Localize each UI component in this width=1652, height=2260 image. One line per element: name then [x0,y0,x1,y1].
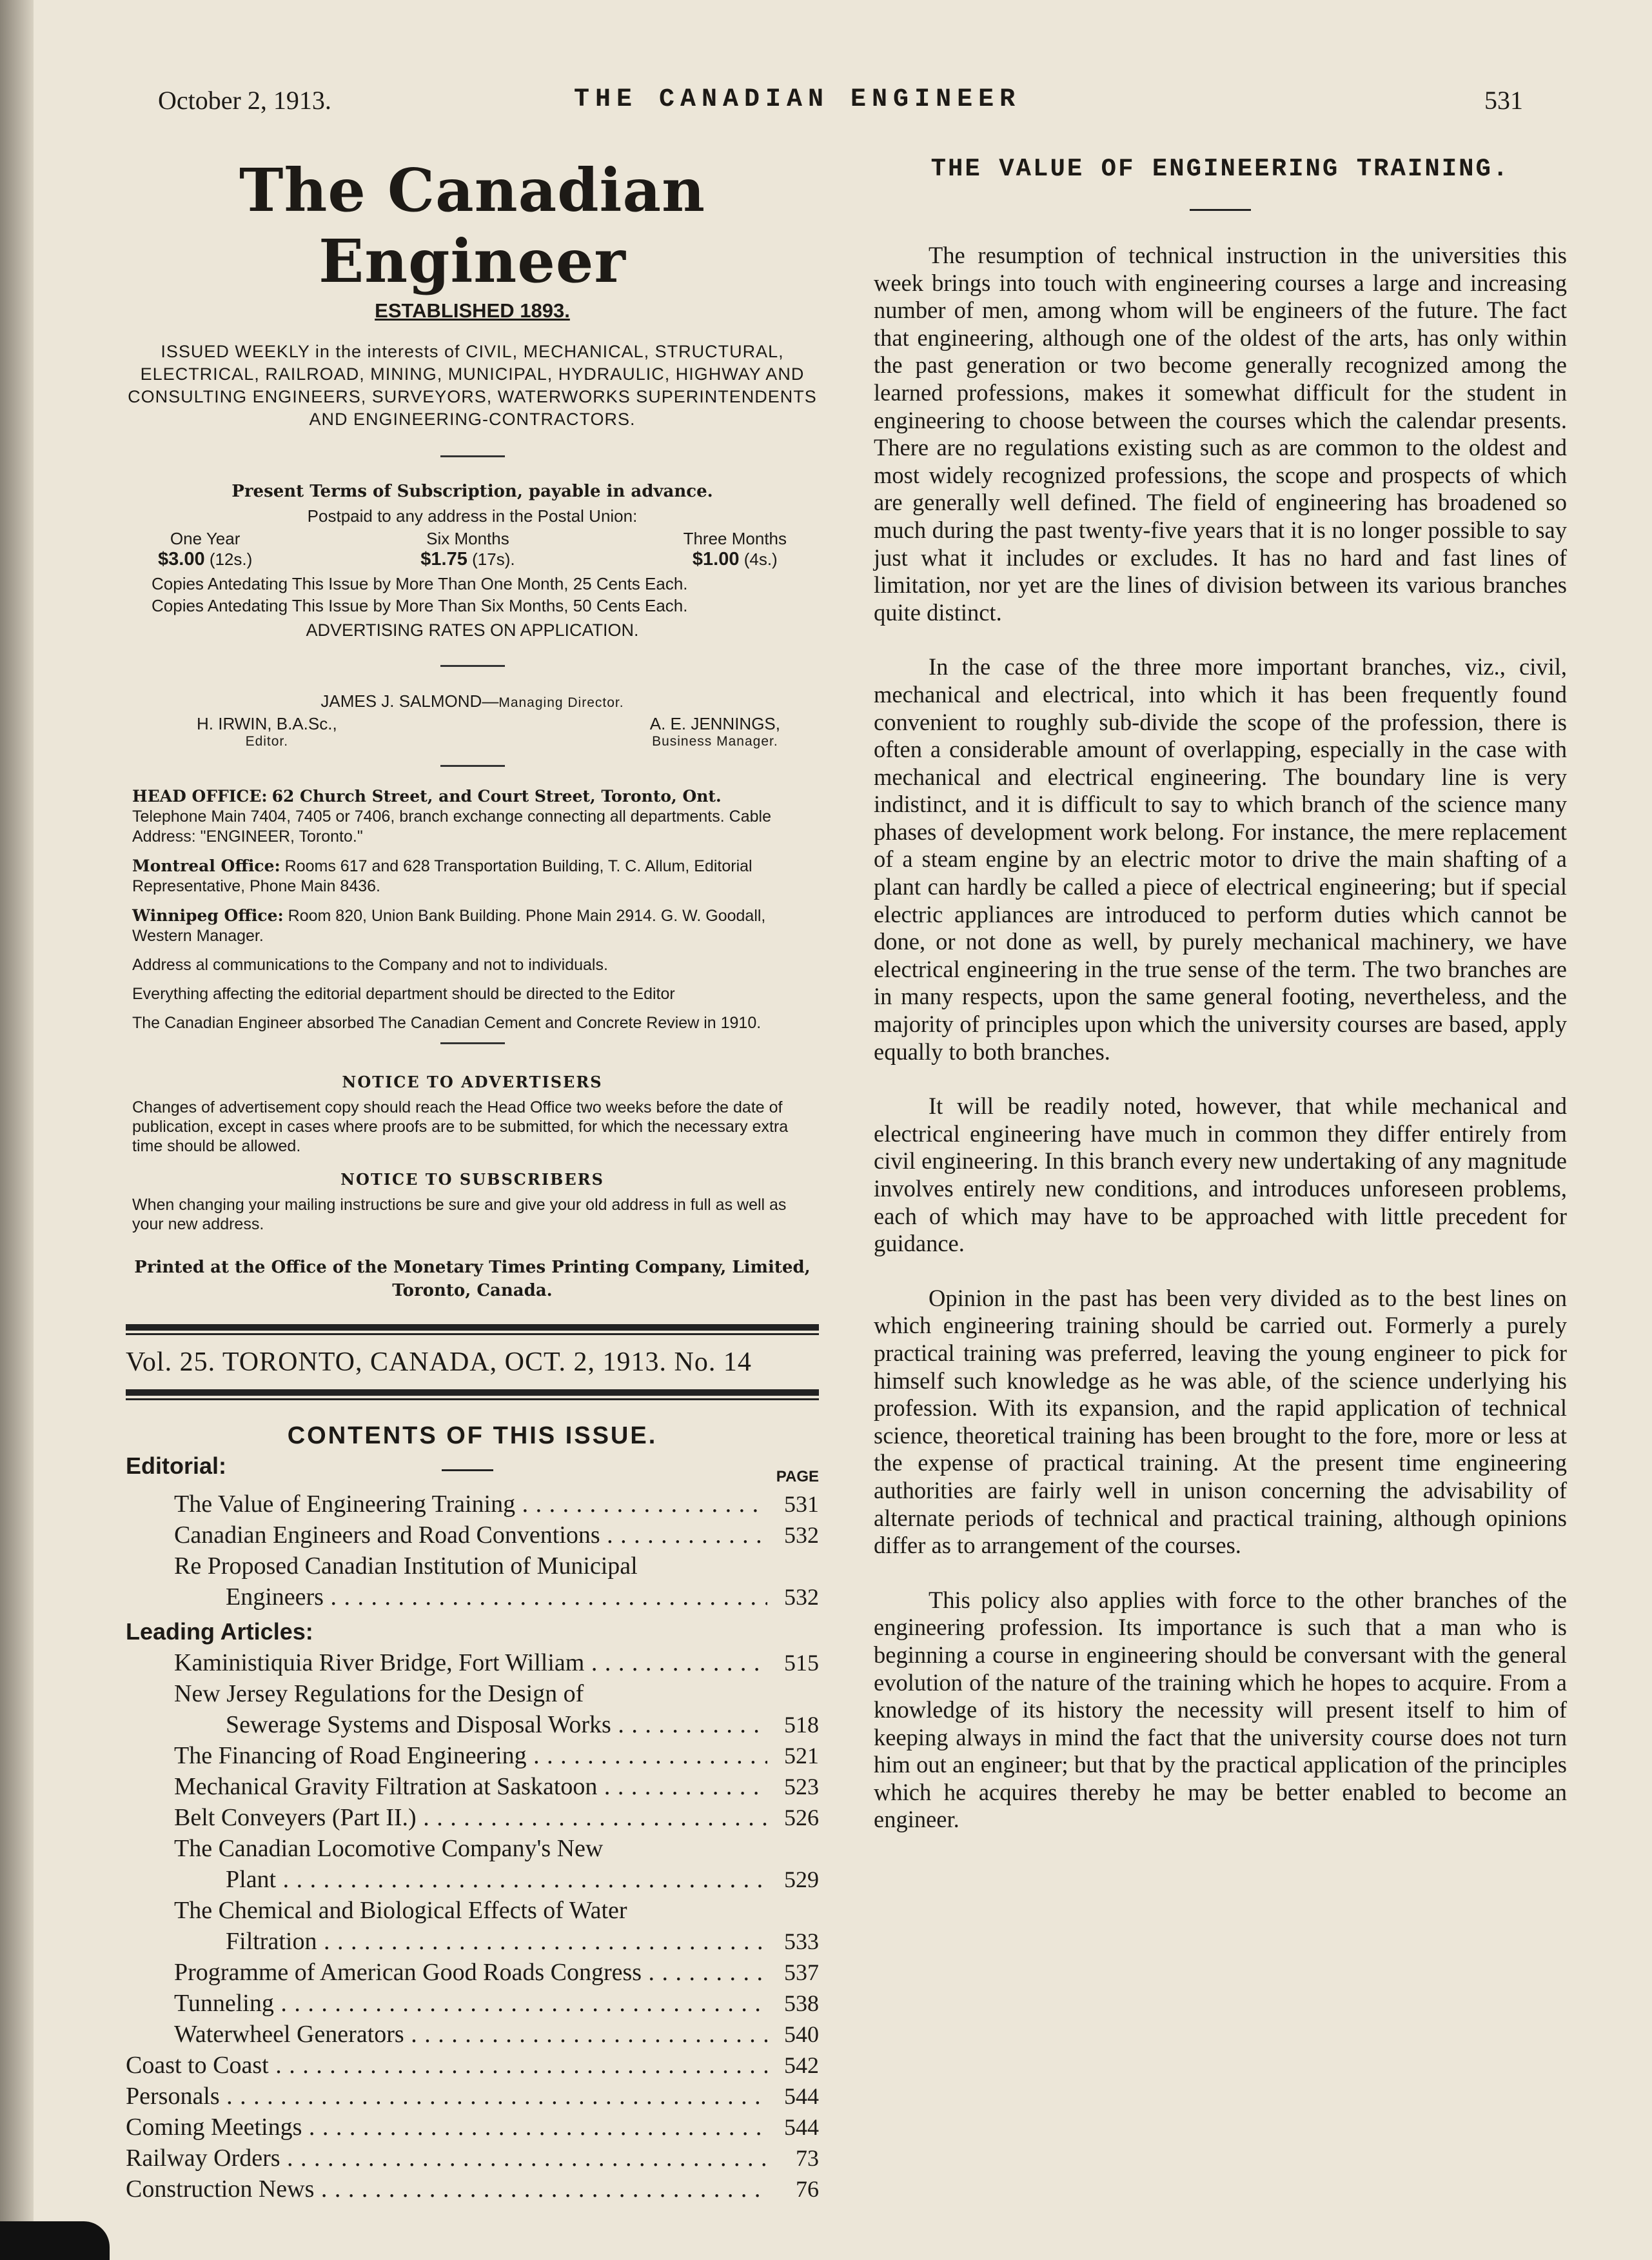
editor: H. IRWIN, B.A.Sc., Editor. [197,714,337,749]
address-note: Address al communications to the Company and not to individuals. [132,956,608,974]
toc-item[interactable]: Coming Meetings . . . 544 [126,2112,819,2143]
toc-item[interactable]: The Canadian Locomotive Company's New [174,1835,604,1862]
printed-by: Printed at the Office of the Monetary Times Printing Company, Limited, Toronto, Canada. [134,1258,811,1300]
toc-item-continued[interactable]: Filtration . . . 533 [126,1926,819,1957]
copies-note-2: Copies Antedating This Issue by More Than Six Months, 50 Cents Each. [152,596,688,615]
rule-thick [126,1324,819,1331]
notice-advertisers-title: NOTICE TO ADVERTISERS [342,1073,603,1091]
article-paragraph: It will be readily noted, however, that while mechanical and electrical engineering have much in common they differ entirely from civil engineering. In this branch every new undertaking of any magnitude involves entirely new conditions, and introduces unforeseen problems, each of which may have to be approached with little precedent for guidance. [874,1093,1567,1257]
article-paragraph: In the case of the three more important branches, viz., civil, mechanical and electrical, into which it has been frequently found convenient to roughly sub-divide the scope of the profession, there is often a considerable amount of overlapping, especially in the case with mechanical and electrical engineering. The boundary line is very indistinct, and it is difficult to say to which branch of the science many phases of development work belong. For instance, the mere replacement of a steam engine by an electric motor to drive the main shafting of a plant can hardly be called a piece of electrical engineering; but if special electric appliances are introduced to perform duties which cannot be done, or not done as well, by purely mechanical machinery, we have electrical engineering in the true sense of the term. The two branches are in many respects, upon the same general footing, nevertheless, and the majority of principles upon which the university courses are based, apply equally to both branches. [874,653,1567,1065]
divider [440,455,505,457]
toc-item[interactable]: Programme of American Good Roads Congress . . . 537 [126,1957,819,1988]
price-period: Three Months [683,529,787,548]
toc-item[interactable]: Railway Orders . . . 73 [126,2143,819,2174]
page-corner-shadow [0,2221,110,2260]
price-amount: $1.75 (17s). [420,549,515,570]
article-paragraph: This policy also applies with force to the other branches of the engineering profession. Its importance is such that a man who is beginning a course in engineering should be conversant with the general evolution of the nature of the training which he hopes to acquire. From a knowledge of its history the necessity will present itself to him of keeping always in mind the fact that the university course does not turn him out an engineer; but that by the practical application of the principles which he acquires thereby he may be better enabled to become an engineer. [874,1586,1567,1833]
masthead-title: The Canadian Engineer [239,155,706,296]
toc-item[interactable]: The Chemical and Biological Effects of Water [174,1897,627,1924]
toc-item[interactable]: New Jersey Regulations for the Design of [174,1680,584,1707]
advertising-rates: ADVERTISING RATES ON APPLICATION. [306,620,639,640]
rule-thick [126,1389,819,1396]
issue-date: October 2, 1913. [158,86,331,115]
toc-item[interactable]: Tunneling . . . 538 [126,1988,819,2019]
rule-thin [126,1398,819,1400]
page-number: 531 [1484,86,1523,115]
montreal-office: Montreal Office: Rooms 617 and 628 Transportation Building, T. C. Allum, Editorial Representative, Phone Main 8436. [132,857,752,895]
divider [440,665,505,667]
toc-item-continued[interactable]: Plant . . . 529 [126,1864,819,1895]
price-period: One Year [170,529,241,548]
toc-item[interactable]: Personals . . . 544 [126,2081,819,2112]
toc-item[interactable]: Kaministiquia River Bridge, Fort William . . . 515 [126,1647,819,1678]
toc-item[interactable]: Canadian Engineers and Road Conventions . . . 532 [126,1520,819,1551]
issued-weekly: ISSUED WEEKLY in the interests of CIVIL, MECHANICAL, STRUCTURAL, ELECTRICAL, RAILROAD, MINING, MUNICIPAL, HYDRAULIC, HIGHWAY AND CONSULTING ENGINEERS, SURVEYORS, WATERWORKS SUPERINTENDENTS AND ENGINEERING-CONTRACTORS. [128,342,817,429]
subscription-prices [126,529,819,570]
toc-item[interactable]: Re Proposed Canadian Institution of Municipal [174,1552,638,1580]
notice-advertisers-text: Changes of advertisement copy should reach the Head Office two weeks before the date of publication, except in cases where proofs are to be submitted, for which the necessary extra time should be allowed. [132,1098,789,1155]
postpaid-line: Postpaid to any address in the Postal Union: [307,506,638,526]
masthead-column [126,155,819,2205]
toc-item-continued[interactable]: Sewerage Systems and Disposal Works . . . 518 [126,1709,819,1740]
toc-item[interactable]: Coast to Coast . . . 542 [126,2050,819,2081]
notice-subscribers-title: NOTICE TO SUBSCRIBERS [340,1170,604,1189]
absorbed-note: The Canadian Engineer absorbed The Canadian Cement and Concrete Review in 1910. [132,1014,762,1032]
toc-item[interactable]: Construction News . . . 76 [126,2174,819,2205]
offices-block [126,786,819,1033]
staff-block [126,691,819,749]
established-line: ESTABLISHED 1893. [375,299,570,322]
price-one-year [158,529,252,570]
toc-item[interactable]: Waterwheel Generators . . . 540 [126,2019,819,2050]
managing-director: JAMES J. SALMOND—Managing Director. [320,691,624,711]
editor-manager-row [126,714,819,749]
page-column-label: PAGE [776,1468,819,1485]
divider [442,1469,493,1471]
leading-articles-label: Leading Articles: [126,1618,313,1645]
business-manager: A. E. JENNINGS, Business Manager. [649,714,780,749]
editorial-note: Everything affecting the editorial department should be directed to the Editor [132,985,675,1003]
toc-item[interactable]: The Value of Engineering Training . . . 531 [126,1489,819,1520]
price-amount: $3.00 (12s.) [158,549,253,570]
table-of-contents [126,1489,819,2205]
contents-header-row [126,1450,819,1489]
binding-gutter [0,0,34,2260]
toc-item[interactable]: The Financing of Road Engineering . . . 521 [126,1740,819,1771]
price-three-months [683,529,787,570]
article-paragraph: The resumption of technical instruction in the universities this week brings into touch with engineering courses a large and increasing number of men, among whom will be engineers of the future. The fact that engineering, although one of the oldest of the arts, has only within the past generation or two become generally recognized among the learned professions, makes it somewhat difficult for the student in engineering to choose between the courses which the calendar presents. There are no regulations existing such as are common to the oldest and most widely recognized professions, the scope and prospects of which are generally well defined. The field of engineering has broadened so much during the past twenty-five years that it is no longer possible to say just what it includes or excludes. It has no hard and fast lines of limitation, nor yet are the lines of division between its various branches quite distinct. [874,242,1567,626]
journal-title: THE CANADIAN ENGINEER [574,85,1021,114]
toc-item[interactable]: Belt Conveyers (Part II.) . . . 526 [126,1802,819,1833]
article-title: THE VALUE OF ENGINEERING TRAINING. [930,155,1510,183]
editorial-label: Editorial: [126,1452,227,1479]
running-head [123,85,1575,124]
winnipeg-office: Winnipeg Office: Room 820, Union Bank Building. Phone Main 2914. G. W. Goodall, Western Manager. [132,906,766,945]
price-six-months [420,529,515,570]
subscription-title: Present Terms of Subscription, payable in advance. [231,482,713,501]
price-amount: $1.00 (4s.) [692,549,778,570]
copies-note-1: Copies Antedating This Issue by More Than One Month, 25 Cents Each. [152,574,688,593]
divider [440,1042,505,1044]
toc-item-continued[interactable]: Engineers . . . 532 [126,1581,819,1612]
article-paragraph: Opinion in the past has been very divided as to the best lines on which engineering training should be carried out. Formerly a purely practical training was preferred, leaving the young engineer to pick for himself such knowledge as he was able, of the science underlying his profession. With its expansion, and the rapid application of technical science, theoretical training has been brought to the fore, more or less at the expense of practical training. At the present time engineering authorities are fairly well in unison concerning the advisability of alternate periods of technical and practical training, although opinions differ as to arrangement of the courses. [874,1284,1567,1559]
volume-line: Vol. 25. TORONTO, CANADA, OCT. 2, 1913. No. 14 [126,1347,752,1377]
toc-item[interactable]: Mechanical Gravity Filtration at Saskatoon . . . 523 [126,1771,819,1802]
head-office: HEAD OFFICE: 62 Church Street, and Court Street, Toronto, Ont. Telephone Main 7404, 7405 or 7406, branch exchange connecting all departments. Cable Address: "ENGINEER, Toronto." [132,787,771,846]
price-period: Six Months [426,529,509,548]
article-column [874,155,1567,1861]
divider [1190,209,1251,211]
notice-subscribers-text: When changing your mailing instructions be sure and give your old address in full as well as your new address. [132,1196,787,1233]
divider [440,765,505,767]
contents-title: CONTENTS OF THIS ISSUE. [287,1422,658,1449]
